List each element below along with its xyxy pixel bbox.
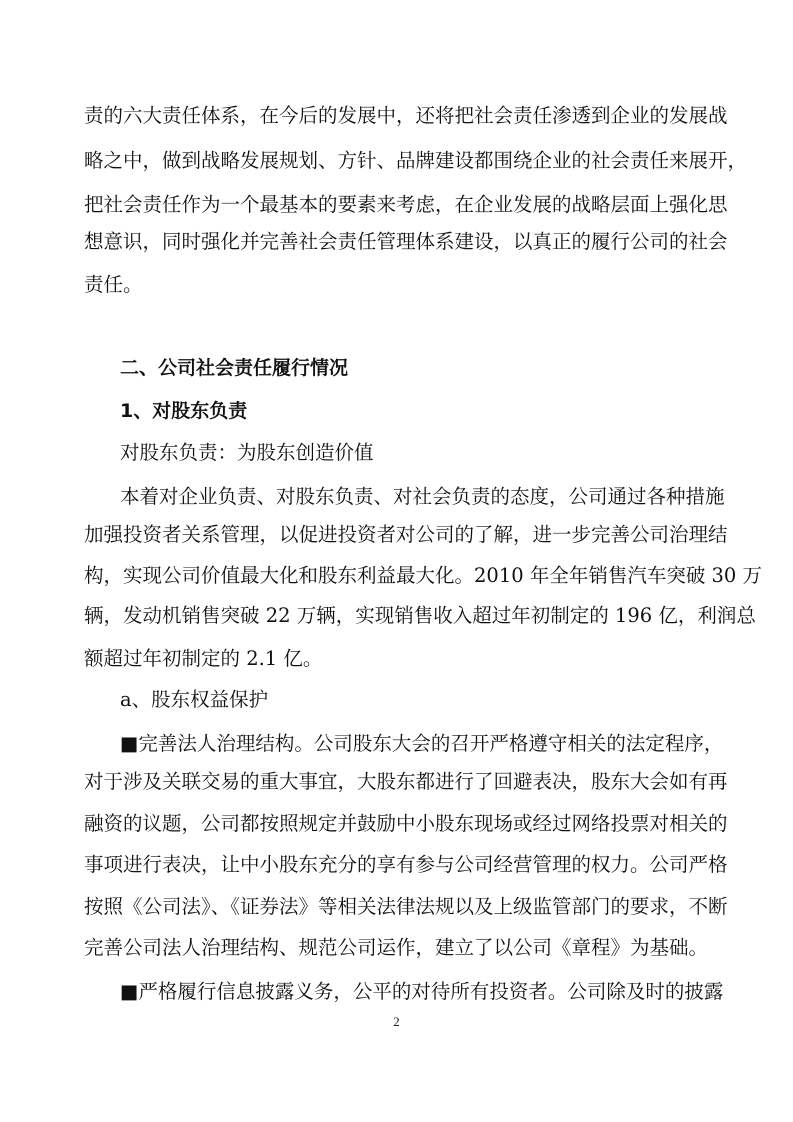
governance-line-3: 融资的议题，公司都按照规定并鼓励中小股东现场或经过网络投票对相关的 (84, 812, 728, 835)
governance-line-2: 对于涉及关联交易的重大事宜，大股东都进行了回避表决，股东大会如有再 (84, 770, 728, 793)
intro-line-3: 把社会责任作为一个最基本的要素来考虑，在企业发展的战略层面上强化思 (84, 193, 728, 216)
shareholders-line-3: 构，实现公司价值最大化和股东利益最大化。2010 年全年销售汽车突破 30 万 (84, 564, 763, 587)
section-heading: 二、公司社会责任履行情况 (120, 357, 349, 379)
governance-line-4: 事项进行表决，让中小股东充分的享有参与公司经营管理的权力。公司严格 (84, 853, 728, 876)
intro-line-2: 略之中，做到战略发展规划、方针、品牌建设都围绕企业的社会责任来展开， (84, 149, 748, 172)
governance-line-5: 按照《公司法》、《证券法》等相关法律法规以及上级监管部门的要求，不断 (84, 895, 728, 918)
shareholders-line-5: 额超过年初制定的 2.1 亿。 (84, 647, 323, 670)
subsection-subtitle: 对股东负责：为股东创造价值 (120, 441, 374, 464)
item-a-label: a、股东权益保护 (120, 688, 269, 711)
intro-line-5: 责任。 (84, 273, 143, 296)
disclosure-line-1: ■严格履行信息披露义务，公平的对待所有投资者。公司除及时的披露 (120, 980, 724, 1003)
intro-line-1: 责的六大责任体系，在今后的发展中，还将把社会责任渗透到企业的发展战 (84, 104, 728, 127)
intro-line-4: 想意识，同时强化并完善社会责任管理体系建设，以真正的履行公司的社会 (84, 230, 728, 253)
shareholders-line-1: 本着对企业负责、对股东负责、对社会负责的态度，公司通过各种措施 (120, 485, 725, 508)
governance-line-6: 完善公司法人治理结构、规范公司运作，建立了以公司《章程》为基础。 (84, 936, 709, 959)
governance-line-1: ■完善法人治理结构。公司股东大会的召开严格遵守相关的法定程序， (120, 732, 724, 755)
shareholders-line-4: 辆，发动机销售突破 22 万辆，实现销售收入超过年初制定的 196 亿，利润总 (84, 604, 756, 627)
subsection-heading: 1、对股东负责 (120, 400, 248, 422)
page-number: 2 (393, 1014, 400, 1029)
shareholders-line-2: 加强投资者关系管理，以促进投资者对公司的了解，进一步完善公司治理结 (84, 523, 728, 546)
